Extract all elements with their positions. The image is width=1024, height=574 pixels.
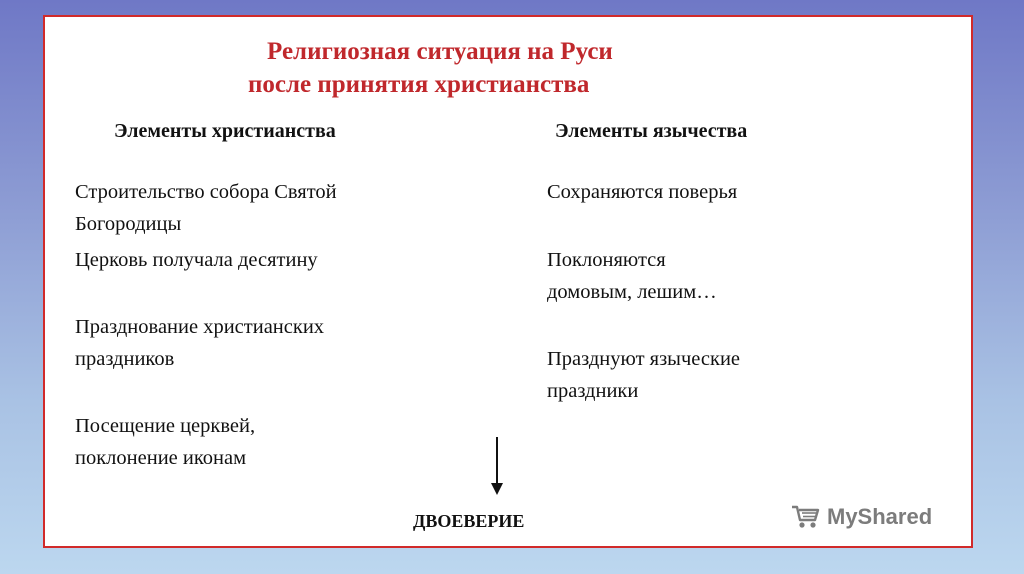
left-item-4-line-2: поклонение иконам <box>75 447 247 469</box>
title-line-2: после принятия христианства <box>248 71 590 98</box>
right-item-3 <box>547 343 967 407</box>
left-item-3 <box>75 311 495 375</box>
left-item-1 <box>75 176 495 240</box>
down-arrow-icon <box>491 437 503 495</box>
right-item-1 <box>547 176 967 208</box>
title-line-1: Религиозная ситуация на Руси <box>267 38 613 65</box>
left-item-3-line-2: праздников <box>75 348 175 370</box>
right-item-3-line-2: праздники <box>547 380 639 402</box>
right-column-heading: Элементы язычества <box>555 120 748 142</box>
right-item-2-line-1: Поклоняются <box>547 249 666 271</box>
right-item-3-line-1: Празднуют языческие <box>547 348 741 370</box>
right-item-2-line-2: домовым, лешим… <box>547 281 717 303</box>
result-label: ДВОЕВЕРИЕ <box>413 511 525 531</box>
left-item-4-line-1: Посещение церквей, <box>75 415 256 437</box>
watermark-text: MyShared <box>827 504 933 529</box>
right-item-1-line-1: Сохраняются поверья <box>547 181 738 203</box>
left-column-heading: Элементы христианства <box>114 120 336 142</box>
watermark-logo <box>791 502 932 532</box>
left-item-1-line-2: Богородицы <box>75 213 182 235</box>
slide-title <box>45 35 971 101</box>
left-item-1-line-1: Строительство собора Святой <box>75 181 337 203</box>
left-item-3-line-1: Празднование христианских <box>75 316 325 338</box>
left-item-2-line-1: Церковь получала десятину <box>75 249 318 271</box>
left-item-2 <box>75 244 495 276</box>
left-item-4 <box>75 410 495 474</box>
slide <box>43 15 973 548</box>
right-item-2 <box>547 244 967 308</box>
cart-icon <box>791 504 821 530</box>
